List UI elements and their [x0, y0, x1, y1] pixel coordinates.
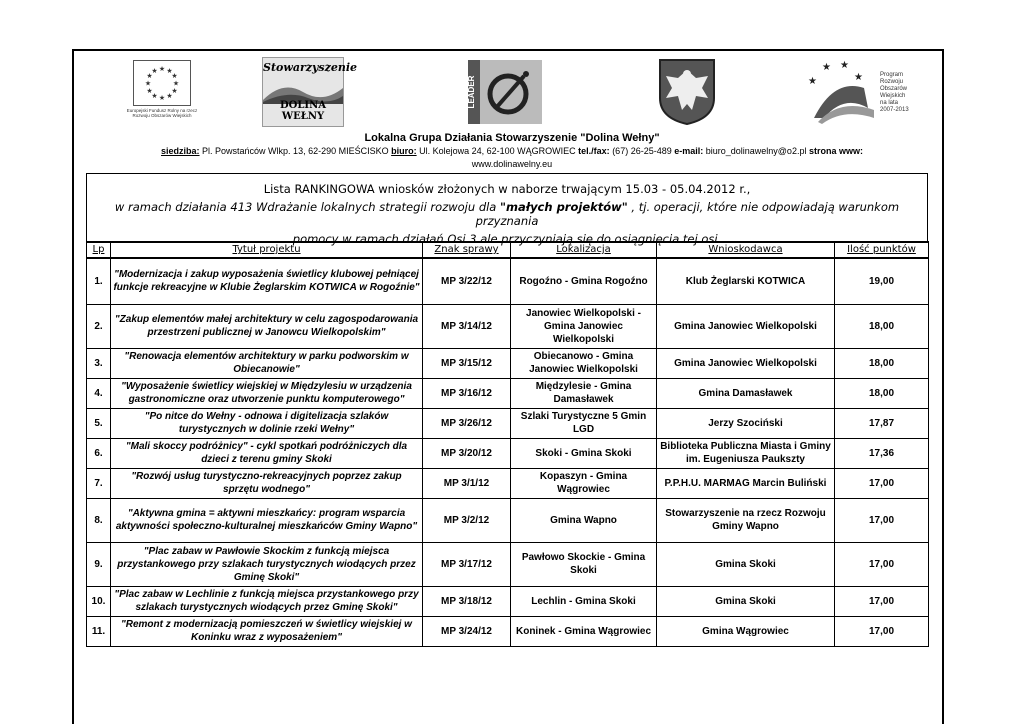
- row-points: 18,00: [835, 348, 929, 378]
- col-header-applicant: Wnioskodawca: [657, 242, 835, 259]
- row-lp: 3.: [87, 348, 111, 378]
- svg-text:★: ★: [172, 79, 180, 88]
- svg-text:★: ★: [854, 72, 863, 83]
- table-row: [87, 542, 929, 586]
- org-website: www.dolinawelny.eu: [471, 159, 553, 169]
- row-title: "Renowacja elementów architektury w parku podworskim w Obiecanowie": [111, 348, 423, 378]
- document-title-box: [86, 173, 928, 246]
- row-case-number: MP 3/26/12: [423, 408, 511, 438]
- table-row: [87, 348, 929, 378]
- row-title: "Aktywna gmina = aktywni mieszkańcy: program wsparcia aktywności społeczno-kulturalnej mieszkańców Gminy Wapno": [111, 498, 423, 542]
- row-location: Janowiec Wielkopolski - Gmina Janowiec Wielkopolski: [511, 304, 657, 348]
- svg-text:★: ★: [146, 72, 153, 80]
- row-location: Koninek - Gmina Wągrowiec: [511, 616, 657, 646]
- eu-flag-icon: [133, 60, 191, 106]
- table-header-row: [87, 242, 929, 259]
- table-row: [87, 408, 929, 438]
- row-applicant: P.P.H.U. MARMAG Marcin Buliński: [657, 468, 835, 498]
- row-case-number: MP 3/17/12: [423, 542, 511, 586]
- col-header-points: Ilość punktów: [835, 242, 929, 259]
- col-header-location: Lokalizacja: [511, 242, 657, 259]
- col-header-lp: Lp: [87, 242, 111, 259]
- col-header-title: Tytuł projektu: [111, 242, 423, 259]
- row-points: 17,00: [835, 542, 929, 586]
- row-case-number: MP 3/16/12: [423, 378, 511, 408]
- row-title: "Po nitce do Wełny - odnowa i digitelizacja szlaków turystycznych w dolinie rzeki Wełny": [111, 408, 423, 438]
- row-location: Międzylesie - Gmina Damasławek: [511, 378, 657, 408]
- svg-text:★: ★: [144, 79, 152, 88]
- row-applicant: Gmina Janowiec Wielkopolski: [657, 304, 835, 348]
- row-points: 17,00: [835, 468, 929, 498]
- table-row: [87, 616, 929, 646]
- row-lp: 1.: [87, 258, 111, 304]
- prow-text: Program Rozwoju Obszarów Wiejskich na lata 2007-2013: [880, 72, 909, 113]
- leader-logo-text: LEADER: [467, 75, 476, 109]
- eu-caption: Europejski Fundusz Rolny na rzecz Rozwoju Obszarów Wiejskich: [126, 108, 198, 118]
- row-case-number: MP 3/22/12: [423, 258, 511, 304]
- row-lp: 5.: [87, 408, 111, 438]
- leader-logo: [466, 58, 544, 126]
- row-title: "Rozwój usług turystyczno-rekreacyjnych poprzez zakup sprzętu wodnego": [111, 468, 423, 498]
- table-row: [87, 304, 929, 348]
- row-applicant: Gmina Janowiec Wielkopolski: [657, 348, 835, 378]
- row-applicant: Klub Żeglarski KOTWICA: [657, 258, 835, 304]
- document-subtitle-2: pomocy w ramach działań Osi 3 ale przyczyniają się do osiągnięcia tej osi.: [292, 232, 722, 246]
- row-points: 17,00: [835, 586, 929, 616]
- stowarzyszenie-logo: [262, 57, 358, 127]
- svg-text:★: ★: [158, 65, 166, 73]
- prow-logo: [804, 58, 914, 124]
- row-lp: 6.: [87, 438, 111, 468]
- row-lp: 11.: [87, 616, 111, 646]
- table-row: [87, 586, 929, 616]
- table-row: [87, 438, 929, 468]
- row-title: "Plac zabaw w Pawłowie Skockim z funkcją miejsca przystankowego przy szlakach turystycznych wiodących przez Gminę Skoki": [111, 542, 423, 586]
- row-applicant: Gmina Wągrowiec: [657, 616, 835, 646]
- prow-emblem-icon: [804, 58, 878, 124]
- row-lp: 7.: [87, 468, 111, 498]
- svg-text:★: ★: [840, 60, 849, 71]
- row-title: "Mali skoccy podróżnicy" - cykl spotkań podróżniczych dla dzieci z terenu gminy Skoki: [111, 438, 423, 468]
- row-case-number: MP 3/15/12: [423, 348, 511, 378]
- row-applicant: Stowarzyszenie na rzecz Rozwoju Gminy Wapno: [657, 498, 835, 542]
- row-title: "Remont z modernizacją pomieszczeń w świetlicy wiejskiej w Koninku wraz z wyposażeniem": [111, 616, 423, 646]
- document-subtitle: w ramach działania 413 Wdrażanie lokalnych strategii rozwoju dla "małych projektów" , tj. operacji, które nie odpowiadają warunkom przyznania: [114, 200, 900, 228]
- eagle-coat-of-arms-icon: [658, 58, 716, 126]
- svg-text:★: ★: [151, 92, 158, 100]
- row-title: "Plac zabaw w Lechlinie z funkcją miejsca przystankowego przy szlakach turystycznych wiodących przez Gminę Skoki": [111, 586, 423, 616]
- table-row: [87, 468, 929, 498]
- row-applicant: Biblioteka Publiczna Miasta i Gminy im. Eugeniusza Paukszty: [657, 438, 835, 468]
- row-location: Kopaszyn - Gmina Wągrowiec: [511, 468, 657, 498]
- row-lp: 10.: [87, 586, 111, 616]
- row-title: "Zakup elementów małej architektury w celu zagospodarowania przestrzeni publicznej w Janowcu Wielkopolskim": [111, 304, 423, 348]
- row-case-number: MP 3/1/12: [423, 468, 511, 498]
- row-location: Skoki - Gmina Skoki: [511, 438, 657, 468]
- row-points: 17,87: [835, 408, 929, 438]
- row-lp: 9.: [87, 542, 111, 586]
- svg-text:★: ★: [171, 72, 178, 80]
- svg-text:★: ★: [166, 92, 173, 100]
- row-applicant: Gmina Damasławek: [657, 378, 835, 408]
- row-lp: 4.: [87, 378, 111, 408]
- row-location: Szlaki Turystyczne 5 Gmin LGD: [511, 408, 657, 438]
- row-location: Obiecanowo - Gmina Janowiec Wielkopolski: [511, 348, 657, 378]
- logo-strip: [0, 0, 1024, 130]
- row-applicant: Jerzy Szociński: [657, 408, 835, 438]
- row-points: 17,00: [835, 616, 929, 646]
- org-address: siedziba: Pl. Powstańców Wlkp. 13, 62-290 MIEŚCISKO biuro: Ul. Kolejowa 24, 62-100 WĄGROWIEC tel./fax: (67) 26-25-489 e-mail: biuro_dolinawelny@o2.pl strona www:: [161, 146, 863, 156]
- row-location: Gmina Wapno: [511, 498, 657, 542]
- svg-text:★: ★: [808, 76, 817, 87]
- row-title: "Modernizacja i zakup wyposażenia świetlicy klubowej pełniącej funkcje rekreacyjne w Klubie Żeglarskim KOTWICA w Rogoźnie": [111, 258, 423, 304]
- row-location: Pawłowo Skockie - Gmina Skoki: [511, 542, 657, 586]
- ranking-table: [86, 241, 929, 647]
- table-row: [87, 258, 929, 304]
- org-name: Lokalna Grupa Działania Stowarzyszenie "Dolina Wełny": [364, 132, 660, 144]
- svg-text:★: ★: [822, 62, 831, 73]
- row-case-number: MP 3/20/12: [423, 438, 511, 468]
- table-row: [87, 498, 929, 542]
- row-lp: 8.: [87, 498, 111, 542]
- row-case-number: MP 3/14/12: [423, 304, 511, 348]
- row-case-number: MP 3/18/12: [423, 586, 511, 616]
- table-row: [87, 378, 929, 408]
- eu-logo: [122, 60, 202, 122]
- svg-text:★: ★: [151, 67, 158, 75]
- row-points: 18,00: [835, 304, 929, 348]
- row-points: 18,00: [835, 378, 929, 408]
- svg-text:★: ★: [166, 67, 173, 75]
- row-location: Lechlin - Gmina Skoki: [511, 586, 657, 616]
- row-points: 19,00: [835, 258, 929, 304]
- stow-logo-top-text: Stowarzyszenie: [263, 61, 358, 74]
- row-applicant: Gmina Skoki: [657, 542, 835, 586]
- svg-text:★: ★: [158, 94, 166, 102]
- stow-logo-bottom-text: DOLINA WEŁNY: [280, 100, 326, 122]
- svg-text:★: ★: [146, 87, 153, 95]
- row-case-number: MP 3/24/12: [423, 616, 511, 646]
- row-applicant: Gmina Skoki: [657, 586, 835, 616]
- row-points: 17,36: [835, 438, 929, 468]
- svg-text:★: ★: [171, 87, 178, 95]
- row-title: "Wyposażenie świetlicy wiejskiej w Międzylesiu w urządzenia gastronomiczne oraz utworzenie punktu komputerowego": [111, 378, 423, 408]
- row-case-number: MP 3/2/12: [423, 498, 511, 542]
- row-points: 17,00: [835, 498, 929, 542]
- row-location: Rogoźno - Gmina Rogoźno: [511, 258, 657, 304]
- row-lp: 2.: [87, 304, 111, 348]
- document-title: Lista RANKINGOWA wniosków złożonych w naborze trwającym 15.03 - 05.04.2012 r.,: [263, 182, 751, 196]
- col-header-case-number: Znak sprawy: [423, 242, 511, 259]
